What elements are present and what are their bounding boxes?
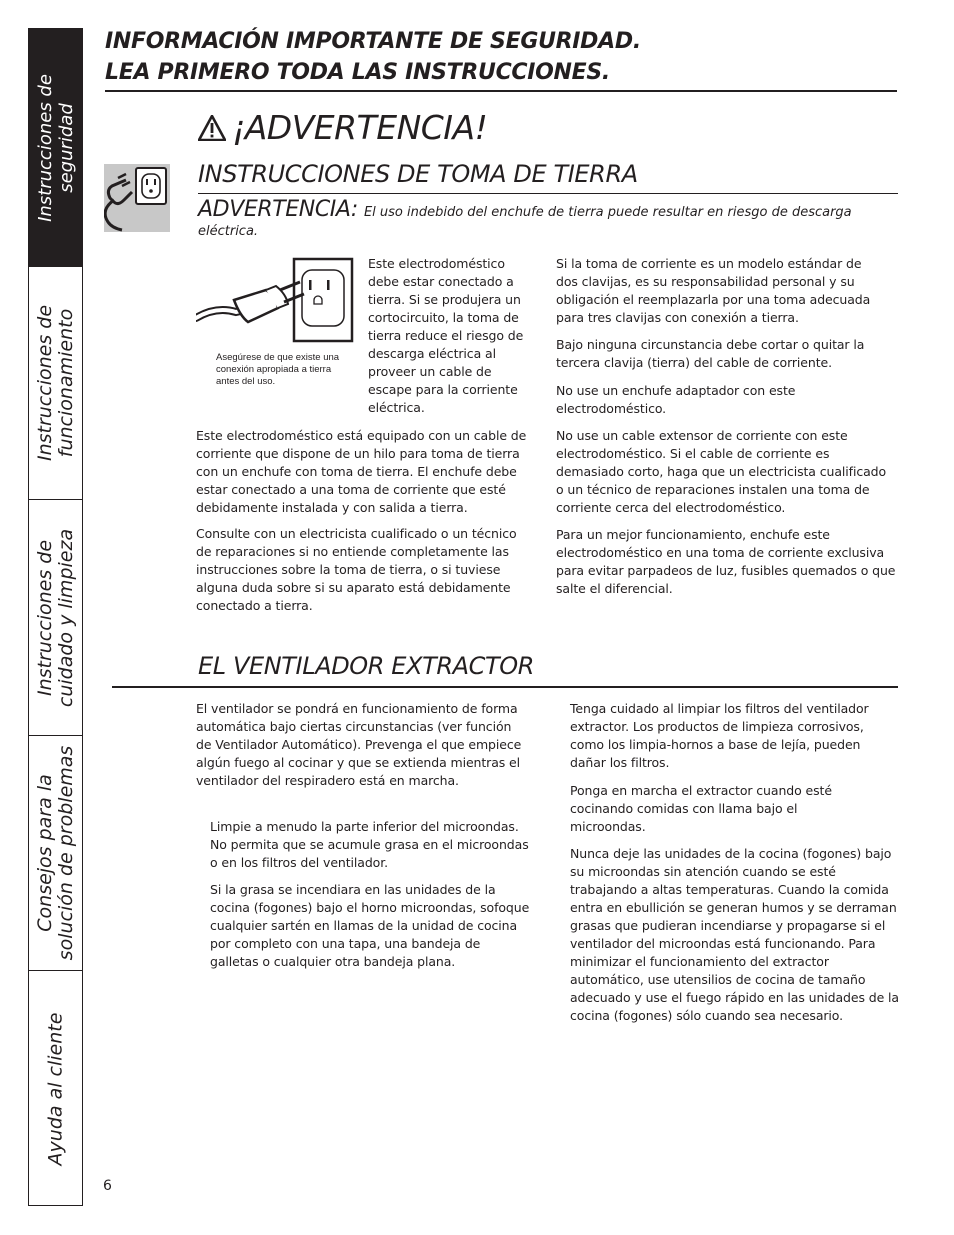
tab-instrucciones-seguridad[interactable] [29, 29, 82, 267]
section-title-ventilador: EL VENTILADOR EXTRACTOR [198, 652, 535, 680]
section-rule [198, 193, 898, 194]
warning-title [198, 108, 487, 147]
tab-label-line: cuidado y limpieza [54, 528, 77, 707]
paragraph: Si la toma de corriente es un modelo estándar de dos clavijas, es su responsabilidad personal y su obligación el reemplazarla por una toma adecuada para tres clavijas con conexión a tierra. [556, 256, 871, 325]
paragraph: No use un enchufe adaptador con este electrodoméstico. [556, 383, 796, 416]
warning-triangle-icon [198, 115, 226, 141]
tab-label-line: Instrucciones de [33, 304, 56, 462]
page-header [105, 26, 897, 88]
tab-cuidado-limpieza[interactable] [29, 500, 82, 736]
paragraph: Ponga en marcha el extractor cuando esté cocinando comidas con llama bajo el microondas. [570, 783, 832, 834]
paragraph: Si la grasa se incendiara en las unidades de la cocina (fogones) bajo el horno microondas, sofoque cualquier sartén en llamas de la unidad de cocina por completo con una tapa, una bandeja de galletas o cualquier otra bandeja plana. [210, 882, 530, 969]
advertencia-line [198, 197, 898, 241]
grounded-plug-illustration [196, 256, 358, 352]
paragraph: Consulte con un electricista cualificado o un técnico de reparaciones si no entiende completamente las instrucciones sobre la toma de tierra, o si tuviese alguna duda sobre si su aparato está debidamente conectado a tierra. [196, 526, 517, 613]
paragraph: Para un mejor funcionamiento, enchufe este electrodoméstico en una toma de corriente exclusiva para evitar parpadeos de luz, fusibles quemados o que salte el diferencial. [556, 527, 896, 596]
paragraph: Bajo ninguna circunstancia debe cortar o quitar la tercera clavija (tierra) del cable de corriente. [556, 337, 865, 370]
paragraph: El ventilador se pondrá en funcionamiento de forma automática bajo ciertas circunstancias (ver función de Ventilador Automático). Prevenga el que empiece algún fuego al cocinar y que se extienda mientras el ventilador del respiradero está en marcha. [196, 701, 522, 788]
header-line-2: LEA PRIMERO TODA LAS INSTRUCCIONES. [105, 60, 610, 85]
tab-label-line: funcionamiento [54, 308, 77, 458]
advertencia-text: El uso indebido del enchufe de tierra puede resultar en riesgo de descarga eléctrica. [198, 205, 852, 239]
paragraph: Este electrodoméstico debe estar conectado a tierra. Si se produjera un cortocircuito, la toma de tierra reduce el riesgo de descarga eléctrica al proveer un cable de escape para la corriente eléctrica. [368, 256, 524, 415]
tab-label-line: solución de problemas [54, 745, 77, 961]
paragraph: Este electrodoméstico está equipado con un cable de corriente que dispone de un hilo para toma de tierra con un enchufe con toma de tierra. El enchufe debe estar conectado a una toma de corriente que esté debidamente instalada y con salida a tierra. [196, 428, 527, 515]
warning-title-text: ¡ADVERTENCIA! [232, 108, 488, 147]
tab-label-line: Instrucciones de [34, 73, 56, 222]
header-rule [105, 90, 897, 92]
tab-label-line: Instrucciones de [33, 539, 56, 696]
tab-label-line: seguridad [55, 102, 77, 193]
tab-ayuda-cliente[interactable] [29, 971, 82, 1207]
header-line-1: INFORMACIÓN IMPORTANTE DE SEGURIDAD. [105, 29, 641, 54]
paragraph: Tenga cuidado al limpiar los filtros del ventilador extractor. Los productos de limpieza corrosivos, como los limpia-hornos a base de lejía, pueden dañar los filtros. [570, 701, 869, 770]
paragraph: No use un cable extensor de corriente con este electrodoméstico. Si el cable de corriente es demasiado corto, haga que un electricista cualificado o un técnico de reparaciones instalen una toma de corriente cerca del electrodoméstico. [556, 428, 887, 515]
side-tab-nav [28, 28, 83, 1206]
advertencia-label: ADVERTENCIA: [198, 197, 358, 222]
section-rule [112, 686, 898, 688]
tab-solucion-problemas[interactable] [29, 736, 82, 971]
plug-outlet-icon [104, 164, 170, 232]
tab-instrucciones-funcionamiento[interactable] [29, 267, 82, 500]
paragraph: Nunca deje las unidades de la cocina (fogones) bajo su microondas sin atención cuando se esté trabajando a altas temperaturas. Cuando la comida entra en ebullición se generan humos y se derraman grasas que pudieran incendiarse y propagarse si el ventilador del microondas está funcionando. Para minimizar el funcionamiento del extractor automático, use utensilios de cocina de tamaño adecuado y use el fuego rápido en las unidades de la cocina (fogones) sólo cuando sea necesario. [570, 846, 899, 1023]
section-title-toma-tierra: INSTRUCCIONES DE TOMA DE TIERRA [198, 160, 638, 188]
tab-label-line: Ayuda al cliente [44, 1012, 66, 1166]
page-number: 6 [103, 1178, 112, 1194]
tab-label-line: Consejos para la [33, 774, 56, 932]
paragraph: Limpie a menudo la parte inferior del microondas. No permita que se acumule grasa en el microondas o en los filtros del ventilador. [210, 819, 529, 870]
image-caption: Asegúrese de que existe una conexión apropiada a tierra antes del uso. [216, 352, 340, 387]
